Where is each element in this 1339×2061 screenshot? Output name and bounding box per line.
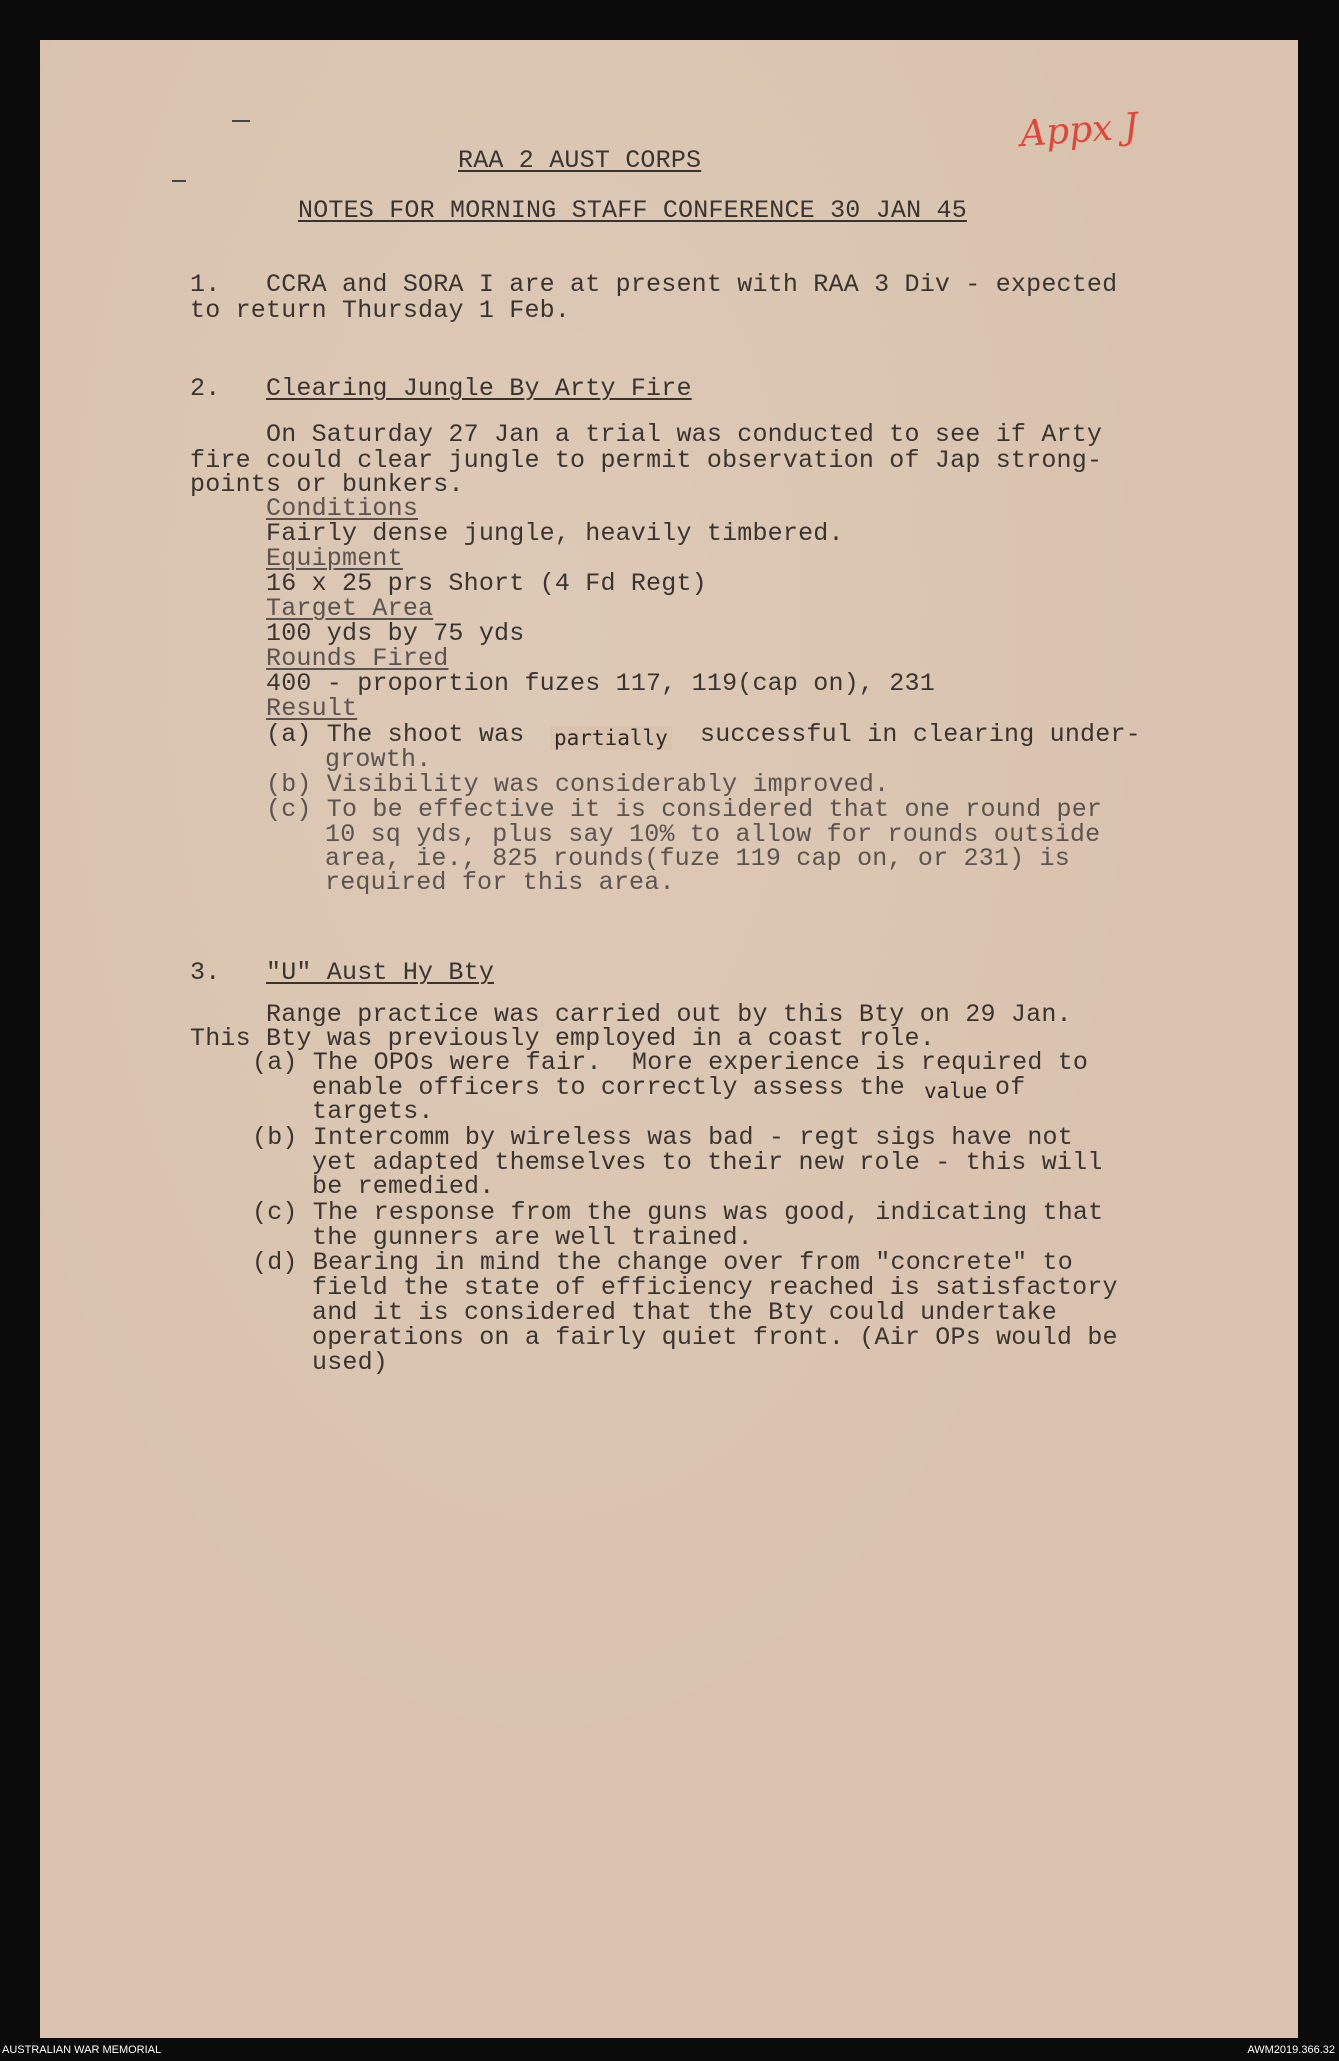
paragraph-line: fire could clear jungle to permit observation of Jap strong-	[190, 446, 1103, 475]
document-title: RAA 2 AUST CORPS	[458, 146, 702, 175]
margin-mark	[232, 120, 250, 122]
list-line: (c) The response from the guns was good, indicating that	[252, 1198, 1104, 1227]
result-a-prefix: (a) The shoot was	[266, 720, 525, 749]
list-line: targets.	[312, 1097, 434, 1126]
result-line: (c) To be effective it is considered that one round per	[266, 795, 1103, 824]
field-label: Target Area	[266, 594, 434, 623]
result-line: area, ie., 825 rounds(fuze 119 cap on, or 231) is	[325, 844, 1070, 873]
list-line: used)	[312, 1348, 389, 1377]
field-value: 100 yds by 75 yds	[266, 619, 525, 648]
footer-credit: AUSTRALIAN WAR MEMORIAL	[2, 2044, 162, 2056]
field-value: 400 - proportion fuzes 117, 119(cap on), 231	[266, 669, 935, 698]
handwritten-insert: value	[920, 1079, 991, 1103]
list-line: the gunners are well trained.	[312, 1223, 753, 1252]
field-label: Conditions	[266, 494, 419, 523]
list-line: and it is considered that the Bty could undertake	[312, 1298, 1057, 1327]
paragraph-line: On Saturday 27 Jan a trial was conducted to see if Arty	[266, 420, 1103, 449]
list-line: enable officers to correctly assess the	[312, 1073, 905, 1102]
item-number: 1.	[190, 270, 221, 299]
section-heading: "U" Aust Hy Bty	[266, 958, 495, 987]
list-line: (b) Intercomm by wireless was bad - regt sigs have not	[252, 1123, 1073, 1152]
document-subtitle: NOTES FOR MORNING STAFF CONFERENCE 30 JAN 45	[298, 196, 967, 225]
list-line: yet adapted themselves to their new role - this will	[312, 1148, 1103, 1177]
result-line: (b) Visibility was considerably improved.	[266, 770, 890, 799]
section-heading: Clearing Jungle By Arty Fire	[266, 374, 692, 403]
field-label: Equipment	[266, 544, 403, 573]
paragraph-line: Range practice was carried out by this Bty on 29 Jan.	[266, 1000, 1072, 1029]
annotation-appx: Appx J	[1018, 105, 1140, 156]
footer-id: AWM2019.366.32	[1247, 2044, 1335, 2056]
item-number: 2.	[190, 374, 221, 403]
document-page	[40, 40, 1298, 2038]
field-value: 16 x 25 prs Short (4 Fd Regt)	[266, 569, 707, 598]
list-line: field the state of efficiency reached is satisfactory	[312, 1273, 1118, 1302]
item1-line: CCRA and SORA I are at present with RAA 3 Div - expected	[266, 270, 1118, 299]
result-a-suffix: successful in clearing under-	[700, 720, 1141, 749]
list-line: be remedied.	[312, 1172, 495, 1201]
result-line: growth.	[325, 745, 432, 774]
item1-line: to return Thursday 1 Feb.	[190, 296, 571, 325]
result-line: 10 sq yds, plus say 10% to allow for rounds outside	[325, 820, 1101, 849]
list-line: (d) Bearing in mind the change over from "concrete" to	[252, 1248, 1073, 1277]
margin-mark	[172, 180, 186, 182]
field-label: Rounds Fired	[266, 644, 449, 673]
result-line: required for this area.	[325, 868, 675, 897]
list-line: (a) The OPOs were fair. More experience is required to	[252, 1048, 1089, 1077]
list-line-end: of	[995, 1073, 1026, 1102]
paragraph-line: This Bty was previously employed in a coast role.	[190, 1024, 935, 1053]
list-line: operations on a fairly quiet front. (Air OPs would be	[312, 1323, 1118, 1352]
field-label: Result	[266, 694, 358, 723]
field-value: Fairly dense jungle, heavily timbered.	[266, 519, 844, 548]
paragraph-line: points or bunkers.	[190, 470, 464, 499]
handwritten-insert: partially	[550, 726, 672, 750]
item-number: 3.	[190, 958, 221, 987]
